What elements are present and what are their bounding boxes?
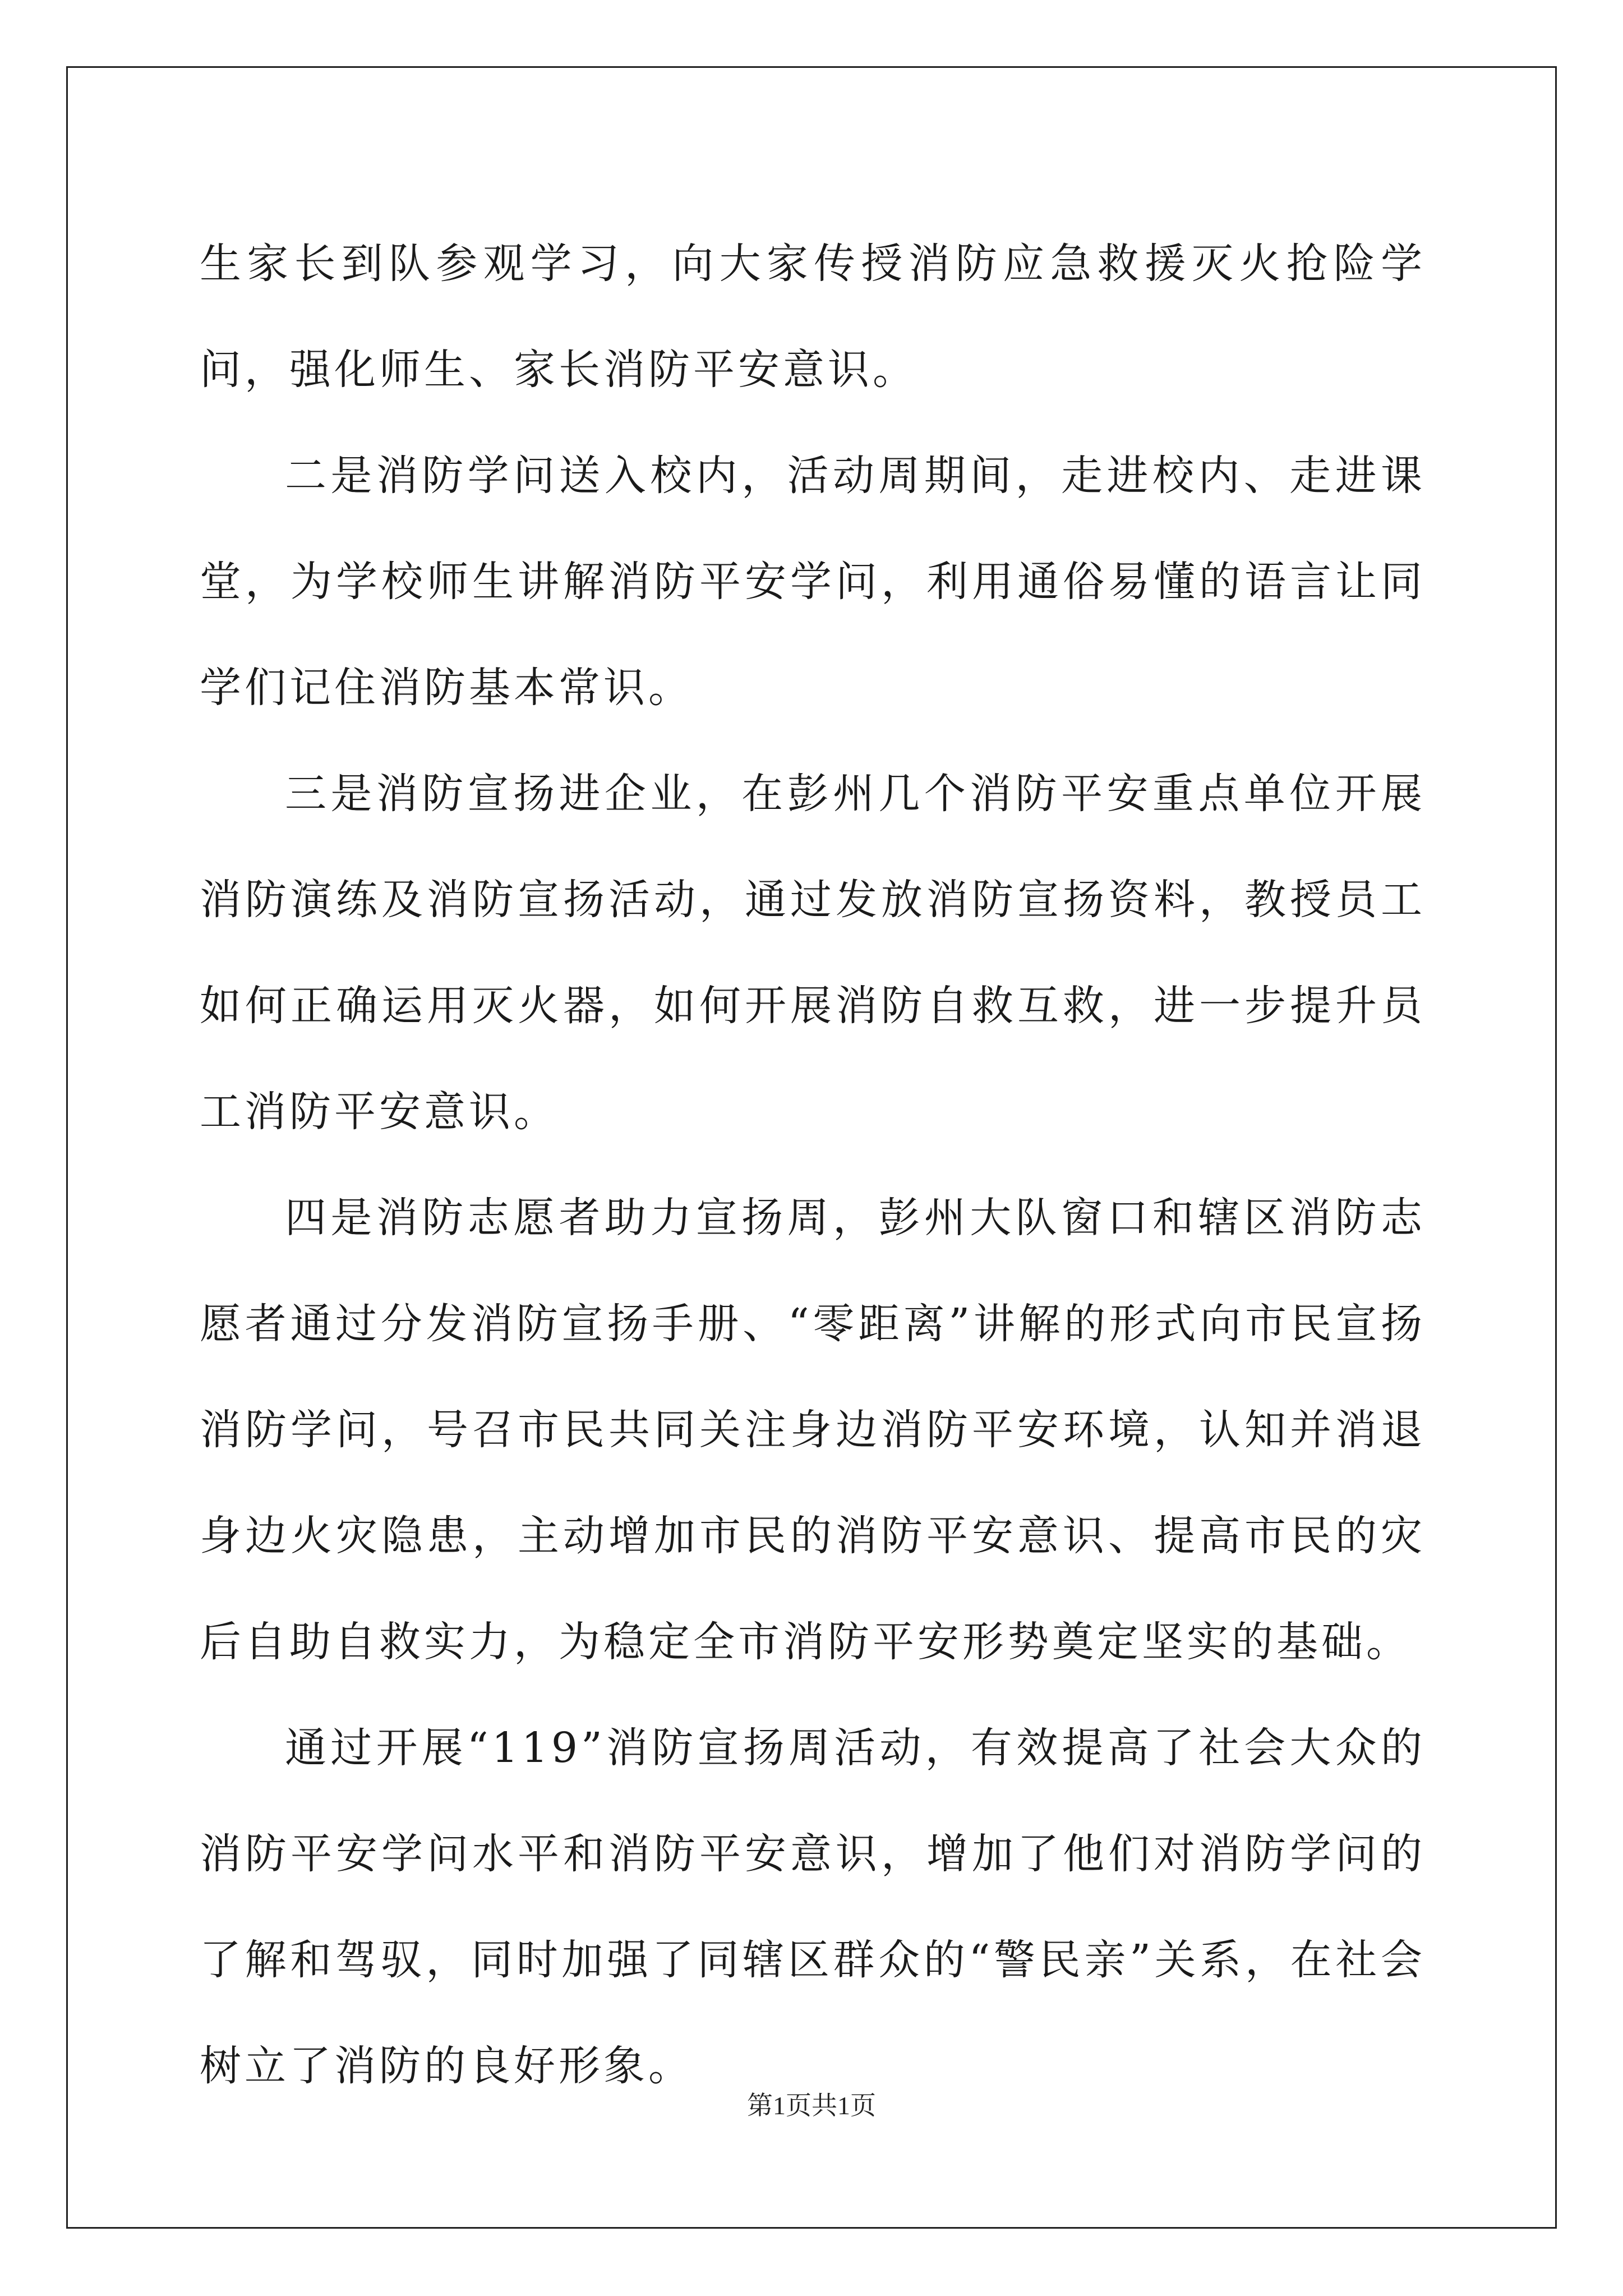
- paragraph-2: 二是消防学问送入校内，活动周期间，走进校内、走进课堂，为学校师生讲解消防平安学问，利用通俗易懂的语言让同学们记住消防基本常识。: [200, 452, 1426, 712]
- page-number: 第1页: [747, 2091, 811, 2120]
- page-footer: [0, 2085, 1623, 2122]
- paragraph-4: 四是消防志愿者助力宣扬周，彭州大队窗口和辖区消防志愿者通过分发消防宣扬手册、“零距离”讲解的形式向市民宣扬消防学问，号召市民共同关注身边消防平安环境，认知并消退身边火灾隐患，主动增加市民的消防平安意识、提高市民的灾后自助自救实力，为稳定全市消防平安形势奠定坚实的基础。: [200, 1194, 1426, 1666]
- paragraph-5: 通过开展“119”消防宣扬周活动，有效提高了社会大众的消防平安学问水平和消防平安意识，增加了他们对消防学问的了解和驾驭，同时加强了同辖区群众的“警民亲”关系，在社会树立了消防的良好形象。: [200, 1724, 1426, 2090]
- document-body: [200, 211, 1426, 2119]
- page-total: 共1页: [811, 2091, 876, 2120]
- paragraph-3: 三是消防宣扬进企业，在彭州几个消防平安重点单位开展消防演练及消防宣扬活动，通过发放消防宣扬资料，教授员工如何正确运用灭火器，如何开展消防自救互救，进一步提升员工消防平安意识。: [200, 770, 1426, 1136]
- paragraph-1: 生家长到队参观学习，向大家传授消防应急救援灭火抢险学问，强化师生、家长消防平安意识。: [200, 240, 1426, 394]
